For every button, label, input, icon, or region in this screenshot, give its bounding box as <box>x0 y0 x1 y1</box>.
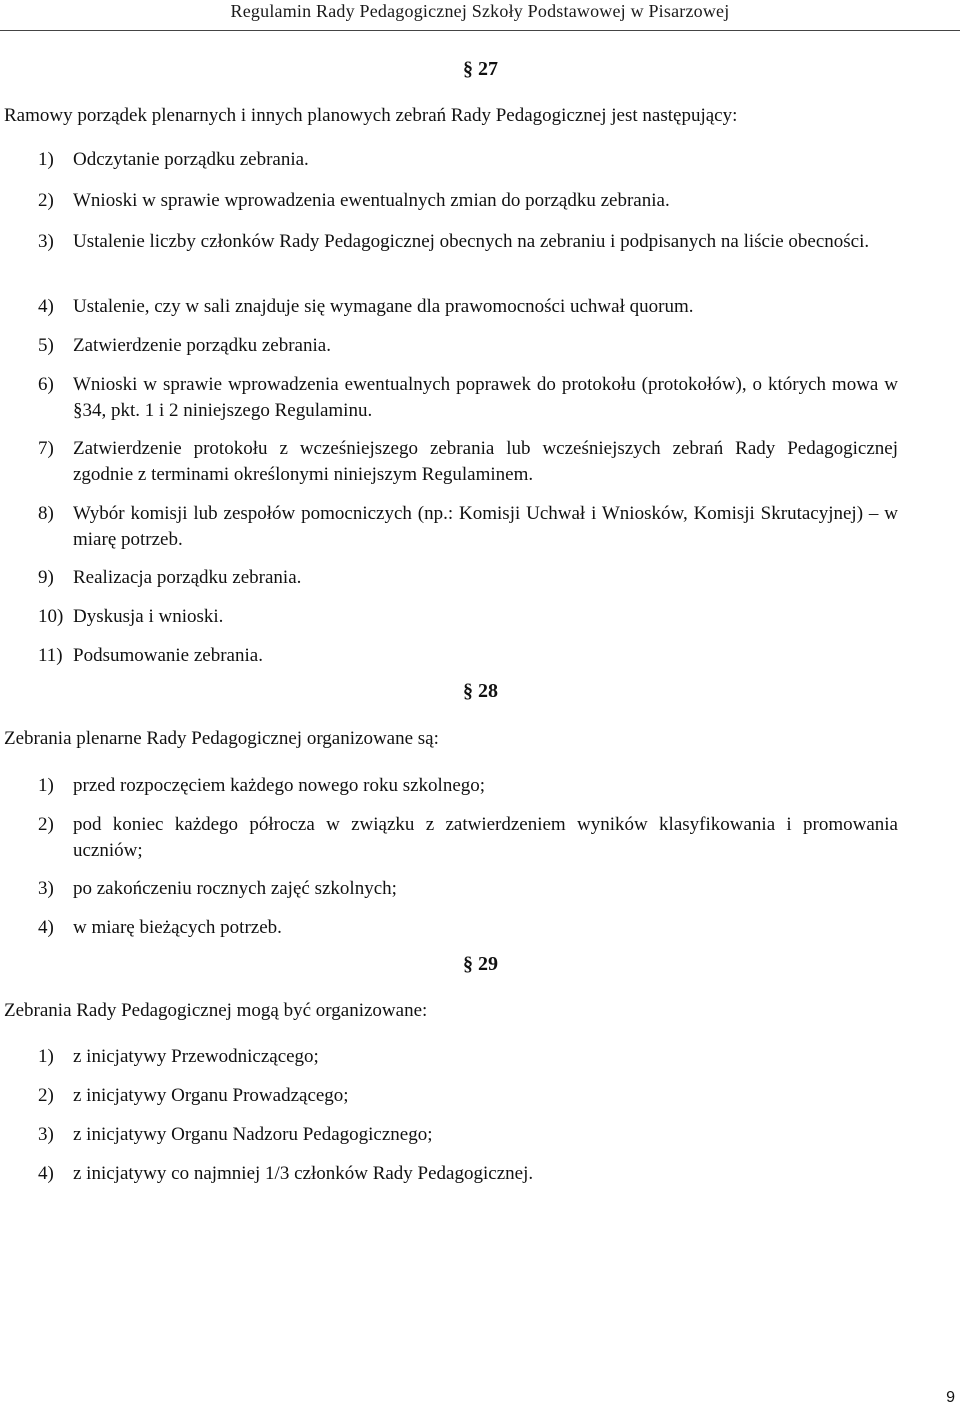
list-item-text: Podsumowanie zebrania. <box>73 645 263 666</box>
list-item-text: z inicjatywy co najmniej 1/3 członków Rady Pedagogicznej. <box>73 1163 534 1184</box>
list-item <box>38 229 898 255</box>
list-item-text: Wnioski w sprawie wprowadzenia ewentualnych zmian do porządku zebrania. <box>73 190 670 211</box>
list-item-number: 11) <box>38 645 63 666</box>
list-item <box>38 812 898 864</box>
section-number-29: § 29 <box>463 953 498 975</box>
list-item-text: przed rozpoczęciem każdego nowego roku szkolnego; <box>73 775 486 796</box>
section-number-27: § 27 <box>463 58 498 80</box>
list-item-text: pod koniec każdego półrocza w związku z zatwierdzeniem wyników klasyfikowania i promowania uczniów; <box>73 814 898 861</box>
header-divider <box>0 30 960 31</box>
list-item-number: 4) <box>38 917 54 938</box>
list-item-number: 4) <box>38 1163 54 1184</box>
list-item-number: 1) <box>38 149 54 170</box>
list-item <box>38 565 898 591</box>
list-item-text: Wnioski w sprawie wprowadzenia ewentualnych poprawek do protokołu (protokołów), o których mowa w §34, pkt. 1 i 2 niniejszego Regulaminu. <box>73 374 898 421</box>
list-item-number: 1) <box>38 775 54 796</box>
list-item <box>38 436 898 488</box>
section-27-intro: Ramowy porządek plenarnych i innych planowych zebrań Rady Pedagogicznej jest następujący: <box>4 105 738 126</box>
section-28-intro: Zebrania plenarne Rady Pedagogicznej organizowane są: <box>4 728 439 749</box>
list-item-number: 2) <box>38 1085 54 1106</box>
list-item-number: 4) <box>38 296 54 317</box>
list-item <box>38 147 898 173</box>
list-item-number: 2) <box>38 814 54 835</box>
list-item-text: Ustalenie liczby członków Rady Pedagogicznej obecnych na zebraniu i podpisanych na liście obecności. <box>73 231 870 252</box>
list-item-number: 7) <box>38 438 54 459</box>
list-item <box>38 915 898 941</box>
document-header: Regulamin Rady Pedagogicznej Szkoły Podstawowej w Pisarzowej <box>230 1 730 21</box>
list-item-text: w miarę bieżących potrzeb. <box>73 917 282 938</box>
list-item-text: po zakończeniu rocznych zajęć szkolnych; <box>73 878 397 899</box>
list-item-number: 5) <box>38 335 54 356</box>
list-item <box>38 643 898 669</box>
list-item-text: z inicjatywy Organu Nadzoru Pedagogicznego; <box>73 1124 433 1145</box>
list-item-number: 6) <box>38 374 54 395</box>
list-item <box>38 604 898 630</box>
list-item-number: 3) <box>38 231 54 252</box>
list-item <box>38 1161 898 1187</box>
list-item-number: 2) <box>38 190 54 211</box>
list-item <box>38 1122 898 1148</box>
list-item-number: 1) <box>38 1046 54 1067</box>
list-item <box>38 372 898 424</box>
list-item-text: Zatwierdzenie protokołu z wcześniejszego zebrania lub wcześniejszych zebrań Rady Pedagogicznej zgodnie z terminami określonymi niniejszym Regulaminem. <box>73 438 898 485</box>
list-item-number: 8) <box>38 503 54 524</box>
list-item <box>38 773 898 799</box>
list-item-number: 10) <box>38 606 64 627</box>
list-item-text: Odczytanie porządku zebrania. <box>73 149 309 170</box>
section-29-intro: Zebrania Rady Pedagogicznej mogą być organizowane: <box>4 1000 428 1021</box>
list-item <box>38 501 898 553</box>
list-item-text: Realizacja porządku zebrania. <box>73 567 302 588</box>
list-item <box>38 188 898 214</box>
list-item <box>38 1044 898 1070</box>
list-item <box>38 876 898 902</box>
list-item <box>38 1083 898 1109</box>
section-number-28: § 28 <box>463 680 498 702</box>
list-item-number: 9) <box>38 567 54 588</box>
list-item <box>38 333 898 359</box>
list-item-text: Zatwierdzenie porządku zebrania. <box>73 335 331 356</box>
list-item <box>38 294 898 320</box>
list-item-text: z inicjatywy Przewodniczącego; <box>73 1046 319 1067</box>
list-item-number: 3) <box>38 1124 54 1145</box>
page-number: 9 <box>946 1389 955 1406</box>
list-item-text: z inicjatywy Organu Prowadzącego; <box>73 1085 349 1106</box>
list-item-text: Wybór komisji lub zespołów pomocniczych (np.: Komisji Uchwał i Wniosków, Komisji Skrutacyjnej) – w miarę potrzeb. <box>73 503 898 550</box>
list-item-number: 3) <box>38 878 54 899</box>
list-item-text: Ustalenie, czy w sali znajduje się wymagane dla prawomocności uchwał quorum. <box>73 296 694 317</box>
list-item-text: Dyskusja i wnioski. <box>73 606 224 627</box>
